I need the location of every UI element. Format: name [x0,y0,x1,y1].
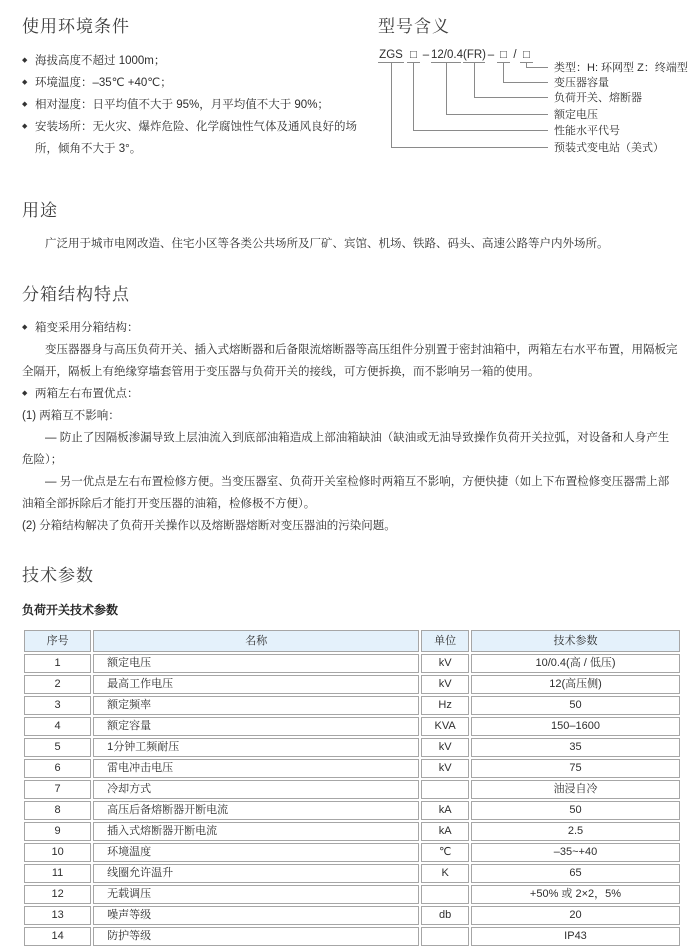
cell-unit: kV [421,759,469,778]
cell-unit: kV [421,654,469,673]
env-condition-item [22,50,378,72]
diamond-bullet-icon: ◆ [22,390,28,397]
cell-no: 1 [24,654,91,673]
model-label-type: 类型：H: 环网型 Z：终端型 [554,62,688,74]
cell-unit: kA [421,801,469,820]
tech-params-subtitle: 负荷开关技术参数 [22,603,119,617]
env-condition-item [22,94,378,116]
params-table [22,628,682,948]
table-row [24,780,680,799]
cell-no: 6 [24,759,91,778]
cell-value: 50 [471,801,680,820]
cell-name: 额定频率 [93,696,419,715]
table-row [24,696,680,715]
top-section [22,12,688,182]
table-row [24,801,680,820]
table-header-name: 名称 [93,630,419,652]
model-code-part-type-box: □ [520,48,533,63]
model-code-part-fr: (FR) [463,49,486,61]
feature-paragraph [22,317,680,339]
cell-value: +50% 或 2×2，5% [471,885,680,904]
model-code-part-voltage: 12/0.4 [431,49,463,61]
cell-no: 7 [24,780,91,799]
feature-paragraph: (2) 分箱结构解决了负荷开关操作以及熔断器熔断对变压器油的污染问题。 [22,520,396,532]
cell-value: 12(高压侧) [471,675,680,694]
model-code-part-series: ZGS [379,49,403,61]
cell-value: 油浸自冷 [471,780,680,799]
env-condition-text: 海拔高度不超过 1000m； [35,55,166,67]
cell-name: 最高工作电压 [93,675,419,694]
feature-text: 两箱左右布置优点： [35,388,139,400]
cell-name: 1分钟工频耐压 [93,738,419,757]
cell-no: 3 [24,696,91,715]
diamond-bullet-icon: ◆ [22,101,28,108]
model-code-separator: – [487,49,495,61]
table-row [24,738,680,757]
cell-no: 14 [24,927,91,946]
feature-paragraph: 变压器器身与高压负荷开关、插入式熔断器和后备限流熔断器等高压组件分别置于密封油箱中，两箱左右水平布置，用隔板完全隔开，隔板上有绝缘穿墙套管用于变压器与负荷开关的接线，可方便拆换，而不影响另一箱的使用。 [22,344,678,378]
cell-name: 高压后备熔断器开断电流 [93,801,419,820]
feature-paragraph [22,383,680,405]
env-condition-item [22,72,378,94]
cell-unit: ℃ [421,843,469,862]
model-code-diagram [378,48,698,168]
table-row [24,654,680,673]
diamond-bullet-icon: ◆ [22,57,28,64]
cell-name: 插入式熔断器开断电流 [93,822,419,841]
table-header-no: 序号 [24,630,91,652]
params-table-body [24,654,680,946]
structure-features-title: 分箱结构特点 [22,285,130,304]
environment-conditions-title: 使用环境条件 [22,17,130,36]
environment-conditions-list [22,50,378,160]
cell-unit: Hz [421,696,469,715]
connector-line-type [526,63,548,68]
cell-unit: K [421,864,469,883]
cell-name: 额定电压 [93,654,419,673]
cell-unit [421,780,469,799]
cell-name: 噪声等级 [93,906,419,925]
cell-no: 13 [24,906,91,925]
cell-value: 65 [471,864,680,883]
table-row [24,675,680,694]
usage-paragraph: 广泛用于城市电网改造、住宅小区等各类公共场所及厂矿、宾馆、机场、铁路、码头、高速公路等户内外场所。 [45,238,609,250]
usage-section [22,196,680,254]
model-meaning-section [378,12,698,182]
cell-no: 8 [24,801,91,820]
model-code-part-performance-box: □ [407,48,420,63]
cell-no: 9 [24,822,91,841]
cell-unit: kV [421,675,469,694]
tech-params-title: 技术参数 [22,566,94,585]
cell-unit [421,885,469,904]
table-row [24,843,680,862]
cell-value: 35 [471,738,680,757]
diamond-bullet-icon: ◆ [22,79,28,86]
structure-features-section [22,280,680,537]
cell-name: 线圈允许温升 [93,864,419,883]
table-row [24,822,680,841]
table-row [24,906,680,925]
model-label-performance: 性能水平代号 [554,125,620,137]
params-table-head [24,630,680,652]
cell-no: 11 [24,864,91,883]
cell-unit: kA [421,822,469,841]
cell-name: 环境温度 [93,843,419,862]
cell-value: 75 [471,759,680,778]
table-row [24,759,680,778]
table-header-unit: 单位 [421,630,469,652]
env-condition-item [22,116,378,160]
usage-title: 用途 [22,201,58,220]
model-meaning-title: 型号含义 [378,17,450,36]
feature-paragraph: — 防止了因隔板渗漏导致上层油流入到底部油箱造成上部油箱缺油（缺油或无油导致操作负荷开关拉弧，对设备和人身产生危险）； [22,432,670,466]
model-label-capacity: 变压器容量 [554,77,609,89]
cell-value: IP43 [471,927,680,946]
cell-no: 10 [24,843,91,862]
environment-conditions-section [22,12,378,182]
tech-params-section [22,561,680,948]
table-row [24,927,680,946]
env-condition-text: 相对湿度：日平均值不大于 95%，月平均值不大于 90%； [35,99,329,111]
cell-value: 2.5 [471,822,680,841]
diamond-bullet-icon: ◆ [22,324,28,331]
cell-name: 冷却方式 [93,780,419,799]
cell-name: 无载调压 [93,885,419,904]
cell-unit: db [421,906,469,925]
cell-name: 防护等级 [93,927,419,946]
table-row [24,717,680,736]
feature-paragraph: — 另一优点是左右布置检修方便。当变压器室、负荷开关室检修时两箱互不影响，方便快捷（如上下布置检修变压器需上部油箱全部拆除后才能打开变压器的油箱，检修极不方便）。 [22,476,670,510]
diamond-bullet-icon: ◆ [22,123,28,130]
cell-name: 雷电冲击电压 [93,759,419,778]
env-condition-text: 环境温度：–35℃ +40℃； [35,77,172,89]
cell-name: 额定容量 [93,717,419,736]
table-header-row [24,630,680,652]
cell-value: 10/0.4(高 / 低压) [471,654,680,673]
structure-features-body [22,317,680,537]
cell-value: 20 [471,906,680,925]
cell-value: –35~+40 [471,843,680,862]
cell-no: 2 [24,675,91,694]
feature-text: 箱变采用分箱结构： [35,322,139,334]
model-label-substation: 预装式变电站（美式） [554,142,664,154]
cell-value: 150–1600 [471,717,680,736]
model-code-part-capacity-box: □ [497,48,510,63]
cell-no: 12 [24,885,91,904]
cell-no: 4 [24,717,91,736]
cell-no: 5 [24,738,91,757]
table-header-value: 技术参数 [471,630,680,652]
model-label-voltage: 额定电压 [554,109,598,121]
cell-unit: kV [421,738,469,757]
table-row [24,864,680,883]
cell-unit [421,927,469,946]
env-condition-text: 安装场所：无火灾、爆炸危险、化学腐蚀性气体及通风良好的场所，倾角不大于 3°。 [35,121,357,155]
model-code-separator: / [513,49,517,61]
cell-unit: KVA [421,717,469,736]
table-row [24,885,680,904]
feature-paragraph: (1) 两箱互不影响： [22,410,120,422]
cell-value: 50 [471,696,680,715]
model-label-switch-fuse: 负荷开关、熔断器 [554,92,642,104]
model-code-separator: – [422,49,430,61]
